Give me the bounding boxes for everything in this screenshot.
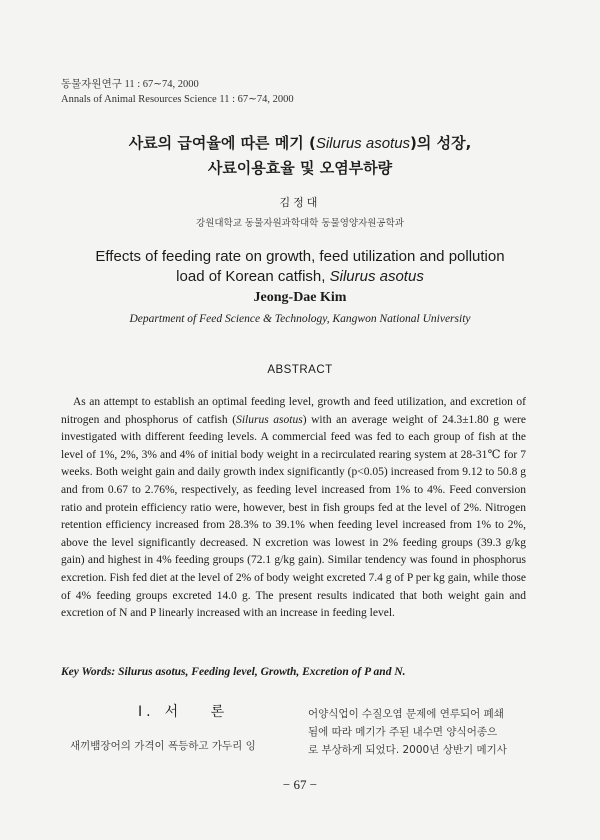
page-number: − 67 − xyxy=(282,777,318,792)
section-number: Ⅰ. xyxy=(138,704,155,720)
section-heading xyxy=(138,701,238,721)
english-author: Jeong-Dae Kim xyxy=(253,290,347,305)
english-affiliation: Department of Feed Science & Technology, Kangwon National University xyxy=(129,313,471,325)
korean-title xyxy=(0,131,600,180)
body-right-line: 됨에 따라 메기가 주된 내수면 양식어종으 xyxy=(308,726,498,738)
body-left-line: 새끼뱀장어의 가격이 폭등하고 가두리 잉 xyxy=(70,740,256,752)
journal-citation-korean: 동물자원연구 11 : 67∼74, 2000 xyxy=(61,79,199,90)
abstract-text-part1: As an attempt to establish an optimal feeding level, growth and feed utilization, and excretion of nitrogen and phosphorus of catfish ( xyxy=(61,396,526,426)
english-title-species: Silurus asotus xyxy=(329,268,424,285)
abstract-heading: ABSTRACT xyxy=(267,364,333,376)
korean-title-pre: 사료의 급여율에 따른 메기 ( xyxy=(128,134,316,152)
korean-author: 김정대 xyxy=(279,196,321,209)
journal-citation xyxy=(61,77,294,107)
korean-title-post: )의 성장, xyxy=(410,134,472,152)
keywords: Key Words: Silurus asotus, Feeding level, Growth, Excretion of P and N. xyxy=(61,666,406,678)
english-title xyxy=(0,247,600,287)
korean-title-species: Silurus asotus xyxy=(315,135,411,152)
body-right-line: 로 부상하게 되었다. 2000년 상반기 메기사 xyxy=(308,744,507,756)
body-left-column xyxy=(70,738,300,753)
english-title-line2: load of Korean catfish, xyxy=(176,268,330,285)
journal-citation-english: Annals of Animal Resources Science 11 : 67∼74, 2000 xyxy=(61,94,294,105)
abstract-text-part2: ) with an average weight of 24.3±1.80 g were investigated with different feeding levels. A commercial feed was fed to each group of fish at the level of 1%, 2%, 3% and 4% of initial body weight in a recirculated rearing system at 28-31℃ for 7 weeks. Both weight gain and daily growth index significantly (p<0.05) increased from 9.12 to 50.8 g and from 0.67 to 2.76%, respectively, as feeding level increased from 1% to 4%. Feed conversion ratio and protein efficiency ratio were, however, best in fish groups fed at the level of 2%. Nitrogen retention efficiency increased from 28.3% to 39.1% when feeding level increased from 1% to 2%, above the level significantly decreased. N excretion was lowest in 2% feeding groups (39.3 g/kg gain) and highest in 4% feeding groups (72.1 g/kg gain). Similar tendency was found in phosphorus excretion. Fish fed diet at the level of 2% of body weight excreted 7.4 g of P per kg gain, while those of 4% feeding groups excreted 14.0 g. The present results indicated that both weight gain and excretion of N and P linearly increased with an increase in feeding level. xyxy=(61,413,526,620)
body-right-line: 어양식업이 수질오염 문제에 연루되어 폐쇄 xyxy=(308,708,504,720)
english-title-line1: Effects of feeding rate on growth, feed utilization and pollution xyxy=(95,248,505,265)
section-title: 서 론 xyxy=(164,704,239,720)
body-right-column xyxy=(308,705,530,759)
korean-affiliation: 강원대학교 동물자원과학대학 동물영양자원공학과 xyxy=(196,218,404,229)
abstract-species: Silurus asotus xyxy=(236,413,303,426)
korean-title-line2: 사료이용효율 및 오염부하량 xyxy=(207,159,393,177)
abstract-body xyxy=(61,394,526,623)
